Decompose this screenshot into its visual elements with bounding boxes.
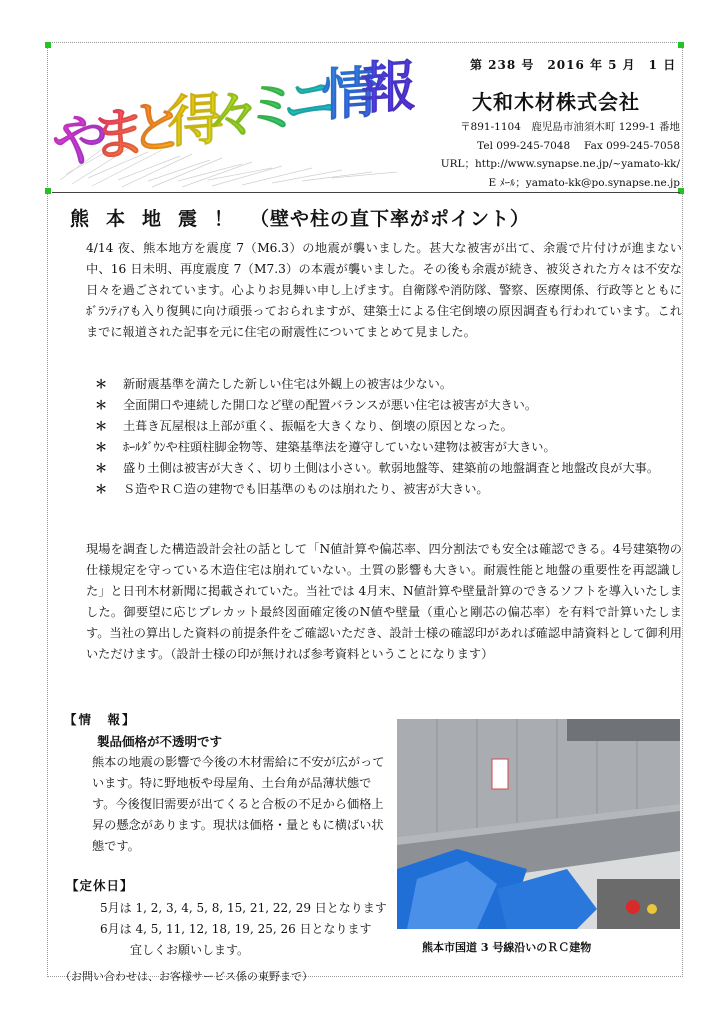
list-item	[95, 374, 683, 395]
logo-char: や	[52, 107, 108, 176]
holiday-june: 6月は 4, 5, 11, 12, 18, 19, 25, 26 日となります	[100, 922, 372, 936]
logo-char: ニ	[283, 66, 339, 136]
logo-char: 情	[321, 60, 378, 130]
footer-note: （お問い合わせは、お客様サービス係の東野まで）	[60, 970, 313, 983]
logo-char: 報	[360, 53, 416, 123]
bullet-text: 土葺き瓦屋根は上部が重く、振幅を大きくなり、倒壊の原因となった。	[123, 419, 513, 433]
list-item	[95, 416, 683, 437]
list-item	[95, 479, 683, 500]
holiday-may: 5月は 1, 2, 3, 4, 5, 8, 15, 21, 22, 29 日となります	[100, 901, 387, 915]
bullet-mark: ＊	[95, 419, 108, 433]
corner-marker	[678, 42, 684, 48]
bullet-mark: ＊	[95, 377, 108, 391]
headline	[70, 204, 530, 231]
bullet-mark: ＊	[95, 398, 108, 412]
article-intro: 4/14 夜、熊本地方を震度 7（M6.3）の地震が襲いました。甚大な被害が出て、余震で片付けが進まない中、16 日未明、再度震度 7（M7.3）の本震が襲いました。その後も余震が続き、被災された方々は不安な日々を過ごされています。心よりお見舞い申し上げます。自衛隊や消防隊、警察、医療関係、行政等とともにﾎﾞﾗﾝﾃｨｱも入り復興に向け頑張っておられますが、建築士による住宅倒壊の原因調査も行われています。これまでに報道された記事を元に住宅の耐震性についてまとめて見ました。	[86, 241, 682, 339]
issue-info: 第 238 号 2016 年 5 月 1 日	[470, 58, 677, 72]
bullet-text: Ｓ造やＲＣ造の建物でも旧基準のものは崩れたり、被害が大きい。	[123, 482, 489, 496]
bullet-mark: ＊	[95, 461, 108, 475]
corner-marker	[45, 188, 51, 194]
logo-char: 得	[167, 87, 224, 156]
headline-main: 熊本地震！	[70, 208, 251, 230]
bullet-list	[95, 374, 683, 500]
info-body: 熊本の地震の影響で今後の木材需給に不安が広がっています。特に野地板や母屋角、土台角が品薄状態です。今後復旧需要が出てくると合板の不足から価格上昇の懸念があります。現状は価格・量ともに横ばい状態です。	[92, 755, 385, 853]
email-address[interactable]: E ﾒｰﾙ；yamato-kk@po.synapse.ne.jp	[488, 176, 680, 189]
bullet-mark: ＊	[95, 440, 108, 454]
corner-marker	[45, 42, 51, 48]
logo-char: 々	[206, 80, 262, 150]
contact-block	[441, 118, 680, 192]
bullet-text: 新耐震基準を満たした新しい住宅は外観上の被害は少ない。	[123, 377, 453, 391]
postal-address: 〒891-1104 鹿児島市油須木町 1299-1 番地	[460, 121, 680, 133]
info-subtitle: 製品価格が不透明です	[97, 734, 223, 749]
newsletter-logo	[52, 50, 422, 190]
bullet-text: 盛り土側は被害が大きく、切り土側は小さい。軟弱地盤等、建築前の地盤調査と地盤改良が大事。	[123, 461, 660, 475]
list-item	[95, 458, 683, 479]
headline-sub: （壁や柱の直下率がポイント）	[250, 208, 531, 230]
logo-char: と	[129, 93, 185, 163]
list-item	[95, 395, 683, 416]
building-photo	[397, 719, 680, 929]
bullet-text: 全面開口や連続した開口など壁の配置バランスが悪い住宅は被害が大きい。	[123, 398, 538, 412]
holiday-list	[100, 898, 387, 961]
info-section-label: 【情 報】	[64, 712, 137, 727]
holiday-closing: 宜しくお願いします。	[130, 943, 250, 957]
article-body: 現場を調査した構造設計会社の話として「N値計算や偏芯率、四分割法でも安全は確認できる。4号建築物の仕様規定を守っている木造住宅は崩れていない。土質の影響も大きい。耐震性能と地盤の重要性を再認識した」と日刊木材新聞に掲載されていた。当社では 4月末、N値計算や壁量計算のできるソフトを導入いたしました。御要望に応じプレカット最終図面確定後のN値や壁量（重心と剛芯の偏芯率）を有料で計算いたします。当社の算出した資料の前提条件をご確認いただき、設計士様の確認印があれば確認申請資料として御利用いただけます。（設計士様の印が無ければ参考資料ということになります）	[86, 542, 682, 661]
logo-char: ま	[90, 100, 147, 170]
bullet-text: ﾎｰﾙﾀﾞｳﾝや柱頭柱脚金物等、建築基準法を遵守していない建物は被害が大きい。	[123, 440, 556, 454]
website-url[interactable]: URL；http://www.synapse.ne.jp/~yamato-kk/	[440, 158, 680, 170]
company-name: 大和木材株式会社	[472, 90, 640, 114]
tel-fax: Tel 099-245-7048 Fax 099-245-7058	[477, 139, 680, 152]
logo-char: ミ	[244, 73, 301, 143]
header-divider	[52, 192, 680, 193]
list-item	[95, 437, 683, 458]
photo-caption: 熊本市国道 3 号線沿いのＲＣ建物	[422, 941, 592, 954]
holiday-section-label: 【定休日】	[66, 878, 134, 893]
bullet-mark: ＊	[95, 482, 108, 496]
